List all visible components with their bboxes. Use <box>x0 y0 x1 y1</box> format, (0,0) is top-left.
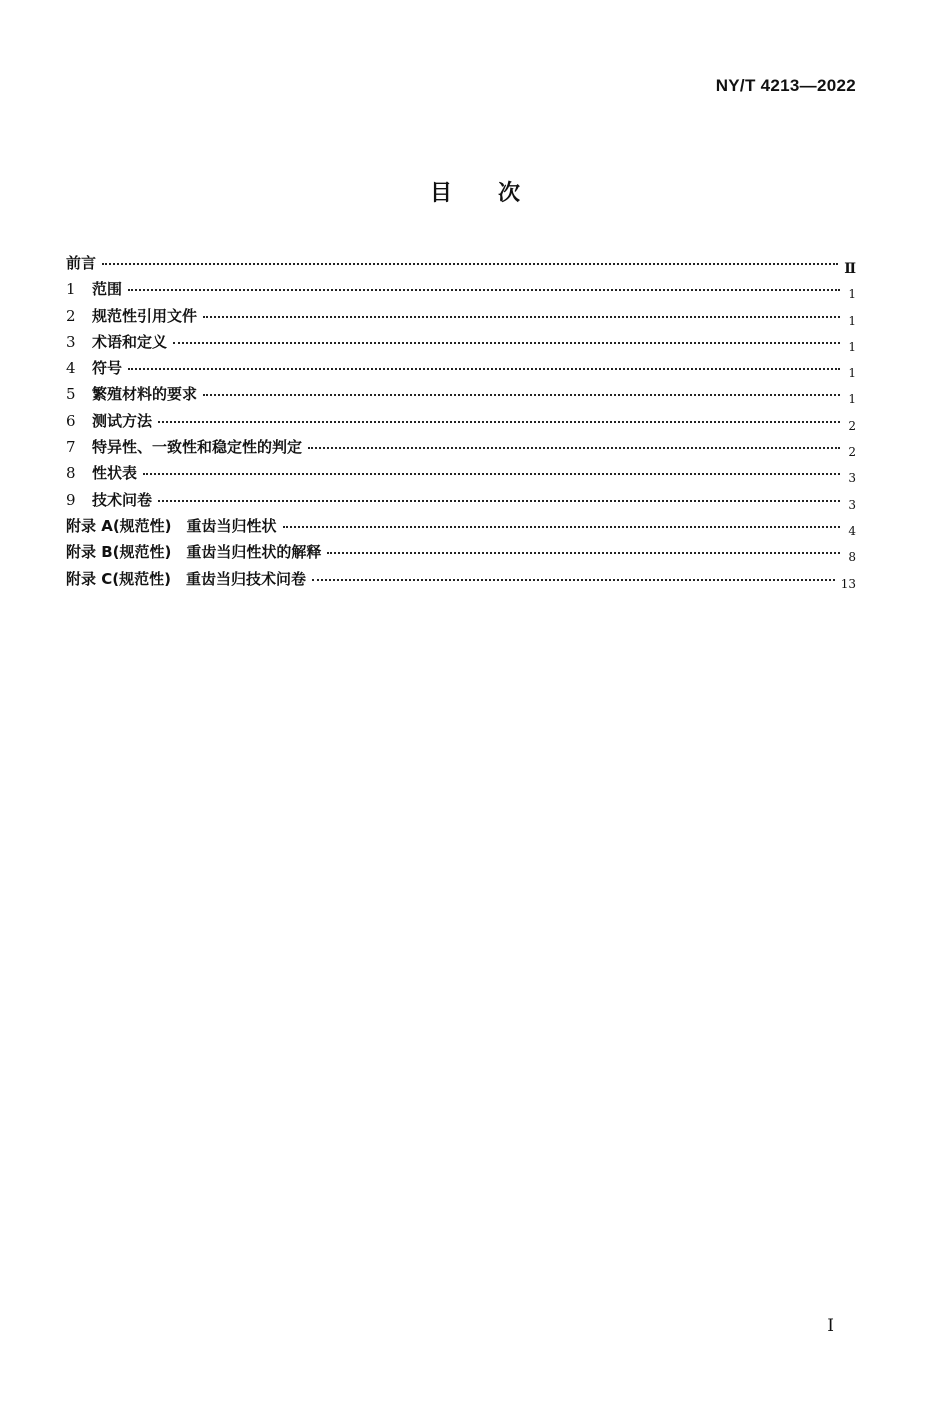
toc-entry-6[interactable] <box>66 410 856 436</box>
toc-entry-label: 繁殖材料的要求 <box>92 385 198 404</box>
toc-entry-foreword[interactable] <box>66 252 856 278</box>
toc-entry-page: 4 <box>848 523 856 538</box>
dot-leader <box>143 473 840 475</box>
toc-entry-label: 附录 C(规范性) 重齿当归技术问卷 <box>66 569 306 588</box>
dot-leader <box>203 394 840 396</box>
toc-entry-7[interactable] <box>66 436 856 462</box>
dot-leader <box>158 500 840 502</box>
toc-entry-4[interactable] <box>66 357 856 383</box>
dot-leader <box>128 289 840 291</box>
toc-entry-page: 1 <box>848 339 856 354</box>
toc-entry-2[interactable] <box>66 305 856 331</box>
dot-leader <box>173 342 840 344</box>
toc-entry-page: 1 <box>848 313 856 328</box>
dot-leader <box>128 368 840 370</box>
toc-entry-number: 1 <box>66 280 76 299</box>
standard-code: NY/T 4213—2022 <box>715 76 856 95</box>
toc-entry-number: 6 <box>66 411 76 430</box>
toc-entry-page: 3 <box>848 497 856 512</box>
toc-entry-label: 规范性引用文件 <box>92 306 198 325</box>
toc-entry-5[interactable] <box>66 383 856 409</box>
toc-entry-page: 2 <box>848 418 856 433</box>
toc-entry-page: 8 <box>848 550 856 565</box>
toc-entry-label: 范围 <box>92 280 123 299</box>
toc-entry-1[interactable] <box>66 278 856 304</box>
toc-entry-page: 2 <box>848 445 856 460</box>
dot-leader <box>308 447 840 449</box>
toc-entry-number: 5 <box>66 385 76 404</box>
toc-entry-page: 1 <box>848 366 856 381</box>
toc-entry-number: 8 <box>66 464 76 483</box>
dot-leader <box>283 526 840 528</box>
toc-entry-8[interactable] <box>66 462 856 488</box>
toc-entry-label: 前言 <box>66 254 97 272</box>
toc-entry-annex-c[interactable] <box>66 568 856 594</box>
toc-entry-page: 3 <box>848 471 856 486</box>
toc-entry-page: Ⅱ <box>844 261 856 277</box>
toc-entry-page: 13 <box>840 576 856 591</box>
toc-entry-number: 4 <box>66 359 76 378</box>
toc-entry-annex-a[interactable] <box>66 515 856 541</box>
toc-entry-number: 3 <box>66 332 76 351</box>
toc-entry-label: 附录 B(规范性) 重齿当归性状的解释 <box>66 543 322 562</box>
toc-title: 目次 <box>429 181 566 206</box>
toc-entry-label: 特异性、一致性和稳定性的判定 <box>92 438 303 457</box>
toc-entry-label: 附录 A(规范性) 重齿当归性状 <box>66 516 277 535</box>
toc-entry-page: 1 <box>848 392 856 407</box>
toc-entry-label: 技术问卷 <box>92 490 153 509</box>
page-number: I <box>827 1316 834 1336</box>
dot-leader <box>327 552 840 554</box>
toc-entry-label: 符号 <box>92 359 123 378</box>
dot-leader <box>102 263 838 265</box>
toc-entry-number: 2 <box>66 306 76 325</box>
toc-entry-number: 7 <box>66 438 76 457</box>
toc-entry-annex-b[interactable] <box>66 541 856 567</box>
toc-entry-number: 9 <box>66 490 76 509</box>
toc-entry-3[interactable] <box>66 331 856 357</box>
dot-leader <box>203 316 840 318</box>
toc-entry-page: 1 <box>848 287 856 302</box>
dot-leader <box>312 579 835 581</box>
dot-leader <box>158 421 840 423</box>
toc-entry-9[interactable] <box>66 489 856 515</box>
table-of-contents <box>66 252 856 594</box>
toc-entry-label: 性状表 <box>92 464 138 483</box>
toc-entry-label: 测试方法 <box>92 411 153 430</box>
toc-entry-label: 术语和定义 <box>92 332 168 351</box>
